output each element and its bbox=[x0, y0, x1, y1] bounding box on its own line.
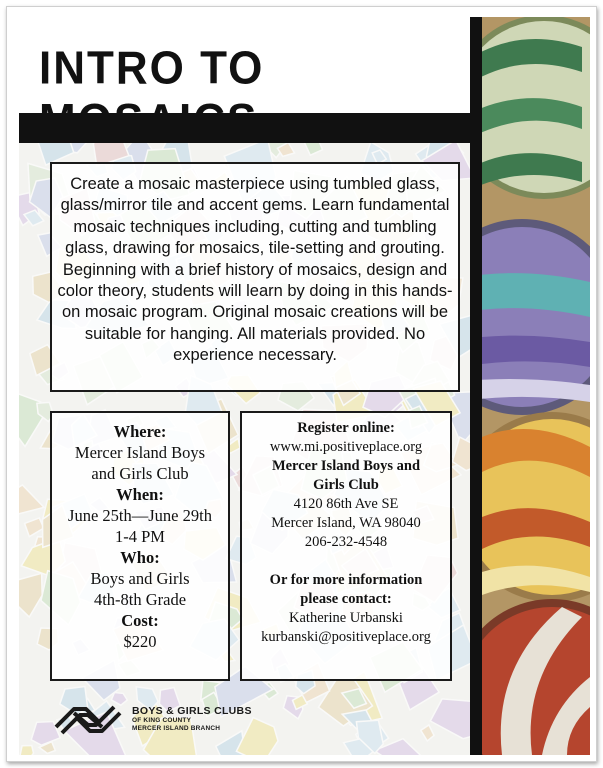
logo-wordmark bbox=[132, 705, 252, 733]
when-time: 1-4 PM bbox=[115, 527, 165, 546]
details-box bbox=[50, 411, 230, 681]
flyer-frame bbox=[6, 6, 597, 762]
cost-value: $220 bbox=[123, 632, 157, 651]
org-name-line-2: Girls Club bbox=[313, 477, 379, 493]
right-divider-bar bbox=[470, 17, 482, 755]
logo-sub-text-2: MERCER ISLAND BRANCH bbox=[132, 725, 221, 732]
more-info-line-2: please contact: bbox=[300, 591, 392, 607]
clubs-hands-icon bbox=[52, 697, 124, 743]
logo-sub-text-1: OF KING COUNTY bbox=[132, 717, 192, 724]
mosaic-photo bbox=[482, 17, 590, 755]
description-box bbox=[50, 162, 460, 392]
address-line-1: 4120 86th Ave SE bbox=[293, 496, 399, 512]
address-line-2: Mercer Island, WA 98040 bbox=[271, 515, 421, 531]
where-label: Where: bbox=[113, 422, 167, 441]
contact-email[interactable]: kurbanski@positiveplace.org bbox=[261, 629, 431, 645]
boys-girls-clubs-logo bbox=[52, 697, 282, 753]
where-line-2: and Girls Club bbox=[91, 464, 189, 483]
phone-number: 206-232-4548 bbox=[304, 534, 388, 550]
register-box bbox=[240, 411, 452, 681]
who-line-1: Boys and Girls bbox=[90, 569, 190, 588]
cost-label: Cost: bbox=[121, 611, 159, 630]
logo-main-text: BOYS & GIRLS CLUBS bbox=[132, 705, 252, 717]
title-bar bbox=[19, 17, 471, 113]
where-line-1: Mercer Island Boys bbox=[74, 443, 206, 462]
mosaic-photo-strip bbox=[482, 17, 590, 755]
when-dates: June 25th—June 29th bbox=[68, 506, 212, 525]
more-info-line-1: Or for more information bbox=[269, 572, 423, 588]
org-name-line-1: Mercer Island Boys and bbox=[271, 458, 421, 474]
register-label: Register online: bbox=[297, 420, 395, 436]
when-label: When: bbox=[116, 485, 164, 504]
spacer bbox=[242, 552, 450, 571]
mosaic-tile bbox=[20, 746, 34, 756]
description-text: Create a mosaic masterpiece using tumbled glass, glass/mirror tile and accent gems. Learn fundamental mosaic techniques including, cutting and tumbling glass, drawing for mosaics, tile-setting and grouting. Beginning with a brief history of mosaics, design and color theory, students will learn by doing in this hands-on mosaic program. Original mosaic creations will be suitable for hanging. All materials provided. No experience necessary. bbox=[57, 175, 453, 365]
who-label: Who: bbox=[120, 548, 160, 567]
contact-name: Katherine Urbanski bbox=[289, 610, 403, 626]
register-url[interactable]: www.mi.positiveplace.org bbox=[269, 439, 423, 455]
title-underline-band bbox=[19, 113, 482, 143]
who-line-2: 4th-8th Grade bbox=[93, 590, 187, 609]
page-title: INTRO TO bbox=[39, 42, 265, 94]
